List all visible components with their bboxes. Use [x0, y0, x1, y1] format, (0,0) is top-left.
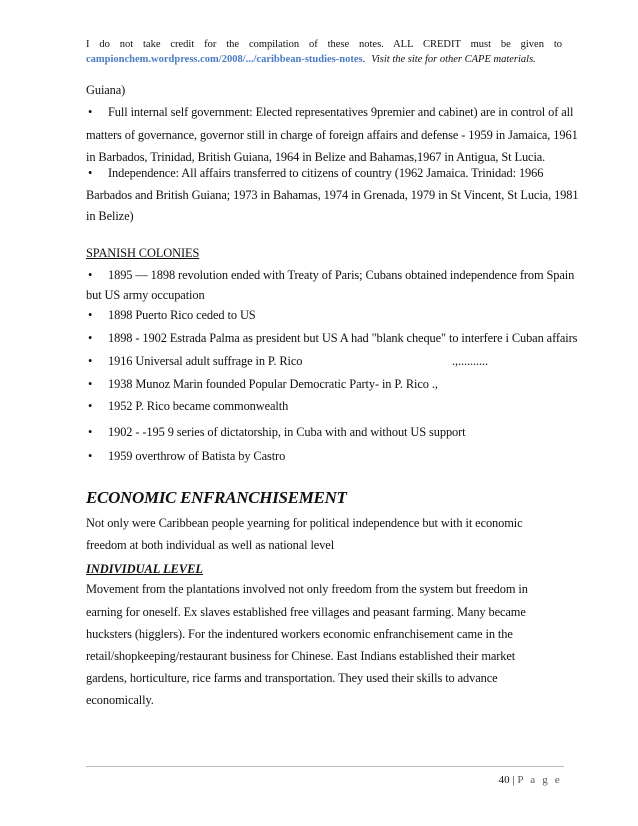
body-line: Full internal self government: Elected representatives 9premier and cabinet) are in control of all	[108, 105, 574, 119]
section-title: ECONOMIC ENFRANCHISEMENT	[86, 488, 347, 507]
list-item: 1916 Universal adult suffrage in P. Rico	[108, 354, 303, 368]
page-number: 40	[498, 774, 510, 786]
visit-note: Visit the site for other CAPE materials.	[371, 54, 536, 65]
bullet: •	[88, 377, 93, 391]
page-label: P a g e	[517, 774, 562, 786]
body-line: retail/shopkeeping/restaurant business for Chinese. East Indians established their market	[86, 649, 516, 663]
list-item: 1902 - -195 9 series of dictatorship, in Cuba with and without US support	[108, 425, 466, 439]
list-item-dots: .,..........	[452, 354, 488, 368]
list-item: 1898 Puerto Rico ceded to US	[108, 308, 256, 322]
list-item: 1952 P. Rico became commonwealth	[108, 399, 289, 413]
body-line: Barbados and British Guiana; 1973 in Bahamas, 1974 in Grenada, 1979 in St Vincent, St Lucia, 1981	[86, 188, 579, 202]
body-line: Independence: All affairs transferred to citizens of country (1962 Jamaica. Trinidad: 1966	[108, 166, 544, 180]
source-link[interactable]: campionchem.wordpress.com/2008/.../caribbean-studies-notes	[86, 54, 363, 65]
list-item: 1938 Munoz Marin founded Popular Democratic Party- in P. Rico .,	[108, 377, 438, 391]
page-footer	[499, 773, 562, 787]
bullet: •	[88, 166, 93, 180]
bullet: •	[88, 425, 93, 439]
body-line: Guiana)	[86, 83, 126, 97]
body-line: Not only were Caribbean people yearning for political independence but with it economic	[86, 516, 523, 530]
body-line: Movement from the plantations involved not only freedom from the system but freedom in	[86, 582, 528, 596]
bullet: •	[88, 105, 93, 119]
body-line: hucksters (higglers). For the indentured workers economic enfranchisement came in the	[86, 627, 513, 641]
body-line: matters of governance, governor still in charge of foreign affairs and defense - 1959 in Jamaica, 1961	[86, 128, 578, 142]
body-line: freedom at both individual as well as national level	[86, 538, 335, 552]
body-line: economically.	[86, 693, 154, 707]
bullet: •	[88, 308, 93, 322]
list-item: 1898 - 1902 Estrada Palma as president but US A had "blank cheque" to interfere i Cuban affairs	[108, 331, 578, 345]
bullet: •	[88, 331, 93, 345]
bullet: •	[88, 399, 93, 413]
bullet: •	[88, 354, 93, 368]
footer-separator: |	[512, 774, 515, 786]
body-line: earning for oneself. Ex slaves established free villages and peasant farming. Many became	[86, 605, 526, 619]
list-item: 1959 overthrow of Batista by Castro	[108, 449, 286, 463]
footer-rule	[86, 766, 564, 767]
body-line: in Barbados, Trinidad, British Guiana, 1964 in Belize and Bahamas,1967 in Antigua, St Lucia.	[86, 150, 546, 164]
list-item-continued: but US army occupation	[86, 288, 205, 302]
bullet: •	[88, 449, 93, 463]
credit-source-line	[86, 52, 562, 67]
link-period: .	[362, 54, 366, 65]
bullet: •	[88, 268, 93, 282]
body-line: gardens, horticulture, rice farms and transportation. They used their skills to advance	[86, 671, 498, 685]
credit-notice: I do not take credit for the compilation of these notes. ALL CREDIT must be given to	[86, 39, 562, 50]
body-line: in Belize)	[86, 209, 134, 223]
subsection-heading: INDIVIDUAL LEVEL	[86, 562, 203, 576]
list-item: 1895 — 1898 revolution ended with Treaty of Paris; Cubans obtained independence from Spain	[108, 268, 575, 282]
section-heading: SPANISH COLONIES	[86, 246, 200, 260]
